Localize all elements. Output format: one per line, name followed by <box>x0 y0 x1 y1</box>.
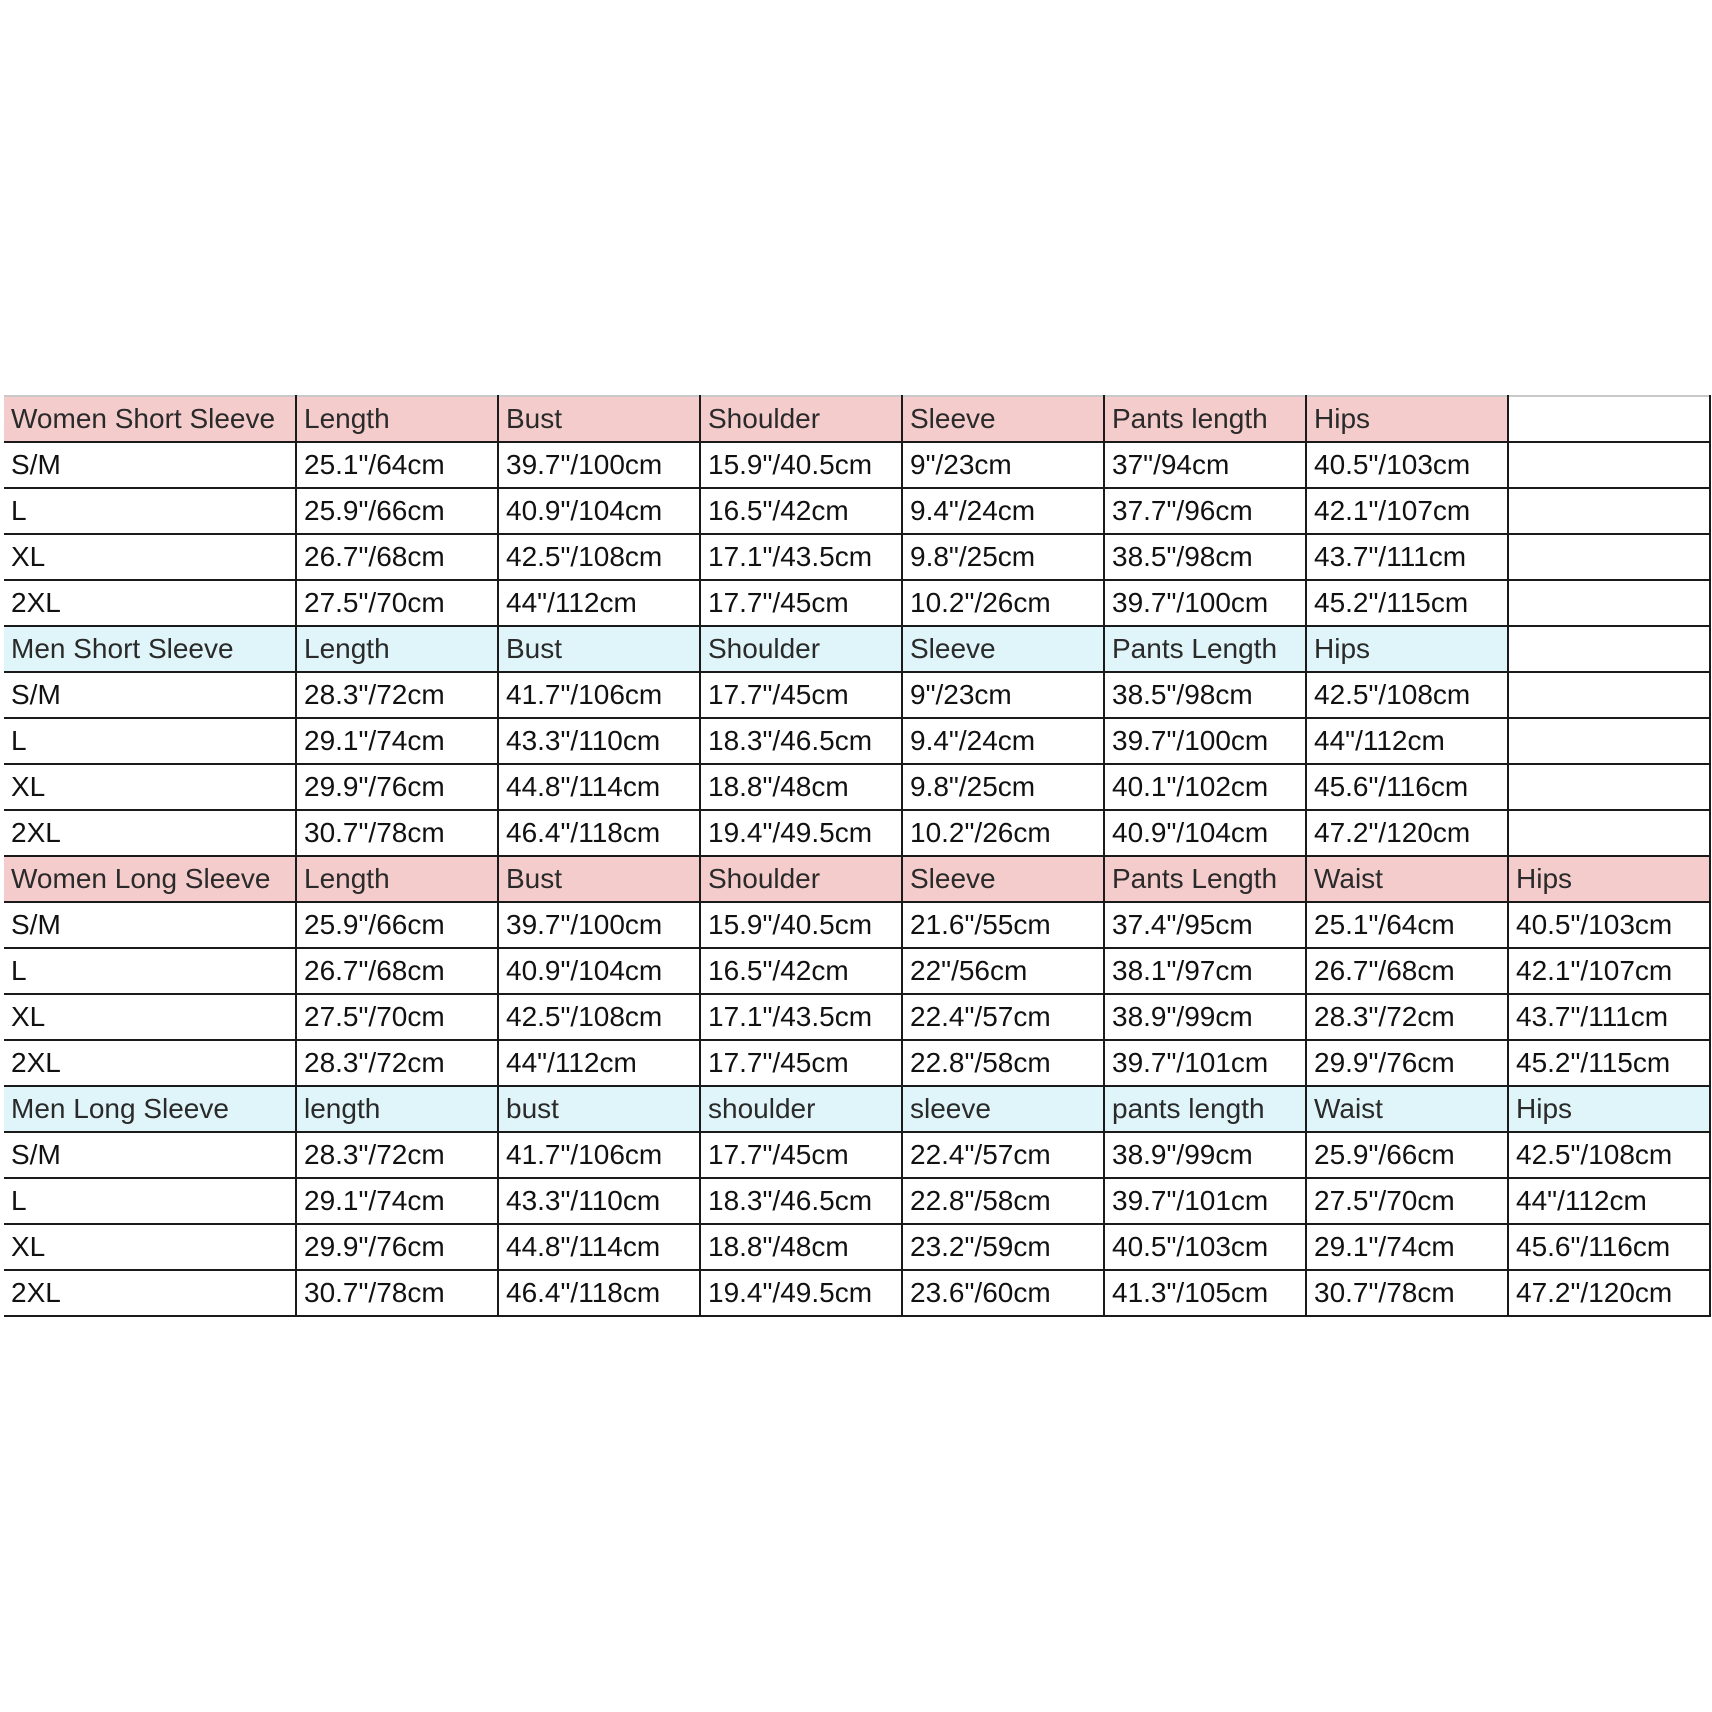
column-header-cell: shoulder <box>700 1086 902 1132</box>
table-row <box>4 902 1710 948</box>
measurement-cell: 41.7"/106cm <box>498 1132 700 1178</box>
measurement-cell: 15.9"/40.5cm <box>700 902 902 948</box>
measurement-cell: 9.4"/24cm <box>902 488 1104 534</box>
measurement-cell: 37.4"/95cm <box>1104 902 1306 948</box>
section-header-row <box>4 1086 1710 1132</box>
column-header-cell: Hips <box>1306 626 1508 672</box>
measurement-cell: 18.8"/48cm <box>700 1224 902 1270</box>
size-label-cell: S/M <box>4 1132 296 1178</box>
measurement-cell <box>1508 672 1710 718</box>
table-row <box>4 718 1710 764</box>
measurement-cell: 45.2"/115cm <box>1508 1040 1710 1086</box>
measurement-cell: 19.4"/49.5cm <box>700 810 902 856</box>
measurement-cell: 25.1"/64cm <box>1306 902 1508 948</box>
measurement-cell: 29.9"/76cm <box>1306 1040 1508 1086</box>
column-header-cell: length <box>296 1086 498 1132</box>
measurement-cell: 9"/23cm <box>902 672 1104 718</box>
size-chart-table <box>4 395 1711 1317</box>
measurement-cell: 22.4"/57cm <box>902 994 1104 1040</box>
measurement-cell: 26.7"/68cm <box>296 534 498 580</box>
measurement-cell: 47.2"/120cm <box>1306 810 1508 856</box>
measurement-cell <box>1508 442 1710 488</box>
measurement-cell: 28.3"/72cm <box>296 1040 498 1086</box>
measurement-cell: 29.9"/76cm <box>296 1224 498 1270</box>
measurement-cell: 10.2"/26cm <box>902 810 1104 856</box>
table-row <box>4 1132 1710 1178</box>
size-label-cell: S/M <box>4 902 296 948</box>
measurement-cell: 30.7"/78cm <box>296 1270 498 1316</box>
column-header-cell: Bust <box>498 396 700 442</box>
measurement-cell: 39.7"/100cm <box>498 902 700 948</box>
column-header-cell: Length <box>296 626 498 672</box>
measurement-cell: 22.4"/57cm <box>902 1132 1104 1178</box>
measurement-cell: 18.8"/48cm <box>700 764 902 810</box>
column-header-cell: Shoulder <box>700 396 902 442</box>
section-title-cell: Women Long Sleeve <box>4 856 296 902</box>
column-header-cell: Hips <box>1306 396 1508 442</box>
measurement-cell: 45.6"/116cm <box>1508 1224 1710 1270</box>
measurement-cell: 39.7"/100cm <box>498 442 700 488</box>
size-label-cell: S/M <box>4 442 296 488</box>
measurement-cell: 9.4"/24cm <box>902 718 1104 764</box>
column-header-cell: Pants length <box>1104 396 1306 442</box>
table-row <box>4 764 1710 810</box>
measurement-cell: 25.1"/64cm <box>296 442 498 488</box>
measurement-cell: 47.2"/120cm <box>1508 1270 1710 1316</box>
table-row <box>4 1178 1710 1224</box>
table-row <box>4 534 1710 580</box>
measurement-cell: 25.9"/66cm <box>1306 1132 1508 1178</box>
column-header-cell: Length <box>296 856 498 902</box>
measurement-cell: 44"/112cm <box>498 1040 700 1086</box>
measurement-cell: 40.9"/104cm <box>498 948 700 994</box>
column-header-cell: Hips <box>1508 1086 1710 1132</box>
column-header-cell: Sleeve <box>902 856 1104 902</box>
measurement-cell: 38.9"/99cm <box>1104 994 1306 1040</box>
measurement-cell: 16.5"/42cm <box>700 488 902 534</box>
measurement-cell <box>1508 810 1710 856</box>
measurement-cell: 38.9"/99cm <box>1104 1132 1306 1178</box>
measurement-cell: 39.7"/100cm <box>1104 580 1306 626</box>
measurement-cell: 28.3"/72cm <box>296 1132 498 1178</box>
section-header-row <box>4 856 1710 902</box>
size-chart-body <box>4 396 1710 1316</box>
measurement-cell: 29.1"/74cm <box>1306 1224 1508 1270</box>
measurement-cell: 22.8"/58cm <box>902 1040 1104 1086</box>
measurement-cell: 17.7"/45cm <box>700 1040 902 1086</box>
table-row <box>4 1040 1710 1086</box>
size-label-cell: XL <box>4 1224 296 1270</box>
measurement-cell: 46.4"/118cm <box>498 810 700 856</box>
size-label-cell: 2XL <box>4 580 296 626</box>
measurement-cell: 42.5"/108cm <box>498 994 700 1040</box>
measurement-cell: 10.2"/26cm <box>902 580 1104 626</box>
measurement-cell: 29.1"/74cm <box>296 1178 498 1224</box>
column-header-cell <box>1508 626 1710 672</box>
measurement-cell: 22"/56cm <box>902 948 1104 994</box>
measurement-cell: 39.7"/101cm <box>1104 1040 1306 1086</box>
column-header-cell: Bust <box>498 856 700 902</box>
table-row <box>4 810 1710 856</box>
measurement-cell: 27.5"/70cm <box>1306 1178 1508 1224</box>
measurement-cell: 44.8"/114cm <box>498 1224 700 1270</box>
table-row <box>4 994 1710 1040</box>
measurement-cell: 17.7"/45cm <box>700 1132 902 1178</box>
measurement-cell: 38.5"/98cm <box>1104 672 1306 718</box>
measurement-cell: 28.3"/72cm <box>1306 994 1508 1040</box>
measurement-cell: 23.2"/59cm <box>902 1224 1104 1270</box>
section-title-cell: Women Short Sleeve <box>4 396 296 442</box>
measurement-cell <box>1508 764 1710 810</box>
measurement-cell: 28.3"/72cm <box>296 672 498 718</box>
measurement-cell: 45.6"/116cm <box>1306 764 1508 810</box>
measurement-cell: 30.7"/78cm <box>296 810 498 856</box>
column-header-cell: Shoulder <box>700 856 902 902</box>
table-row <box>4 948 1710 994</box>
table-row <box>4 442 1710 488</box>
section-title-cell: Men Short Sleeve <box>4 626 296 672</box>
measurement-cell: 26.7"/68cm <box>296 948 498 994</box>
measurement-cell: 17.1"/43.5cm <box>700 994 902 1040</box>
measurement-cell: 40.9"/104cm <box>1104 810 1306 856</box>
section-title-cell: Men Long Sleeve <box>4 1086 296 1132</box>
table-row <box>4 488 1710 534</box>
measurement-cell: 40.5"/103cm <box>1306 442 1508 488</box>
measurement-cell: 19.4"/49.5cm <box>700 1270 902 1316</box>
column-header-cell: Hips <box>1508 856 1710 902</box>
column-header-cell: Waist <box>1306 1086 1508 1132</box>
measurement-cell: 29.9"/76cm <box>296 764 498 810</box>
measurement-cell: 17.1"/43.5cm <box>700 534 902 580</box>
size-label-cell: L <box>4 488 296 534</box>
column-header-cell: Pants Length <box>1104 856 1306 902</box>
column-header-cell: Waist <box>1306 856 1508 902</box>
measurement-cell: 9.8"/25cm <box>902 764 1104 810</box>
column-header-cell: sleeve <box>902 1086 1104 1132</box>
measurement-cell: 41.3"/105cm <box>1104 1270 1306 1316</box>
measurement-cell: 9"/23cm <box>902 442 1104 488</box>
measurement-cell: 21.6"/55cm <box>902 902 1104 948</box>
measurement-cell: 30.7"/78cm <box>1306 1270 1508 1316</box>
measurement-cell: 39.7"/101cm <box>1104 1178 1306 1224</box>
size-label-cell: L <box>4 1178 296 1224</box>
measurement-cell: 29.1"/74cm <box>296 718 498 764</box>
size-label-cell: L <box>4 948 296 994</box>
measurement-cell: 18.3"/46.5cm <box>700 1178 902 1224</box>
measurement-cell <box>1508 534 1710 580</box>
table-row <box>4 672 1710 718</box>
size-label-cell: S/M <box>4 672 296 718</box>
measurement-cell: 27.5"/70cm <box>296 994 498 1040</box>
measurement-cell: 42.5"/108cm <box>1508 1132 1710 1178</box>
section-header-row <box>4 396 1710 442</box>
measurement-cell: 16.5"/42cm <box>700 948 902 994</box>
column-header-cell: Pants Length <box>1104 626 1306 672</box>
size-label-cell: 2XL <box>4 810 296 856</box>
section-header-row <box>4 626 1710 672</box>
size-label-cell: 2XL <box>4 1270 296 1316</box>
measurement-cell: 26.7"/68cm <box>1306 948 1508 994</box>
measurement-cell: 37"/94cm <box>1104 442 1306 488</box>
column-header-cell: Shoulder <box>700 626 902 672</box>
measurement-cell: 18.3"/46.5cm <box>700 718 902 764</box>
measurement-cell: 44"/112cm <box>1306 718 1508 764</box>
measurement-cell: 27.5"/70cm <box>296 580 498 626</box>
measurement-cell <box>1508 488 1710 534</box>
table-row <box>4 1224 1710 1270</box>
measurement-cell: 44"/112cm <box>498 580 700 626</box>
column-header-cell: pants length <box>1104 1086 1306 1132</box>
measurement-cell: 25.9"/66cm <box>296 488 498 534</box>
table-row <box>4 580 1710 626</box>
size-label-cell: 2XL <box>4 1040 296 1086</box>
measurement-cell: 9.8"/25cm <box>902 534 1104 580</box>
measurement-cell: 40.1"/102cm <box>1104 764 1306 810</box>
measurement-cell: 42.5"/108cm <box>1306 672 1508 718</box>
size-label-cell: XL <box>4 764 296 810</box>
measurement-cell: 43.7"/111cm <box>1306 534 1508 580</box>
column-header-cell: Sleeve <box>902 396 1104 442</box>
measurement-cell: 40.5"/103cm <box>1104 1224 1306 1270</box>
measurement-cell: 44.8"/114cm <box>498 764 700 810</box>
measurement-cell: 43.3"/110cm <box>498 718 700 764</box>
measurement-cell <box>1508 718 1710 764</box>
column-header-cell: bust <box>498 1086 700 1132</box>
column-header-cell: Length <box>296 396 498 442</box>
measurement-cell: 42.5"/108cm <box>498 534 700 580</box>
measurement-cell: 17.7"/45cm <box>700 672 902 718</box>
measurement-cell: 39.7"/100cm <box>1104 718 1306 764</box>
measurement-cell: 17.7"/45cm <box>700 580 902 626</box>
measurement-cell: 38.1"/97cm <box>1104 948 1306 994</box>
measurement-cell: 46.4"/118cm <box>498 1270 700 1316</box>
column-header-cell: Bust <box>498 626 700 672</box>
measurement-cell: 37.7"/96cm <box>1104 488 1306 534</box>
measurement-cell <box>1508 580 1710 626</box>
measurement-cell: 41.7"/106cm <box>498 672 700 718</box>
measurement-cell: 42.1"/107cm <box>1306 488 1508 534</box>
column-header-cell: Sleeve <box>902 626 1104 672</box>
size-label-cell: L <box>4 718 296 764</box>
measurement-cell: 40.5"/103cm <box>1508 902 1710 948</box>
measurement-cell: 42.1"/107cm <box>1508 948 1710 994</box>
measurement-cell: 44"/112cm <box>1508 1178 1710 1224</box>
size-label-cell: XL <box>4 534 296 580</box>
measurement-cell: 43.7"/111cm <box>1508 994 1710 1040</box>
size-label-cell: XL <box>4 994 296 1040</box>
measurement-cell: 22.8"/58cm <box>902 1178 1104 1224</box>
measurement-cell: 15.9"/40.5cm <box>700 442 902 488</box>
measurement-cell: 45.2"/115cm <box>1306 580 1508 626</box>
column-header-cell <box>1508 396 1710 442</box>
measurement-cell: 23.6"/60cm <box>902 1270 1104 1316</box>
measurement-cell: 43.3"/110cm <box>498 1178 700 1224</box>
measurement-cell: 25.9"/66cm <box>296 902 498 948</box>
table-row <box>4 1270 1710 1316</box>
measurement-cell: 40.9"/104cm <box>498 488 700 534</box>
measurement-cell: 38.5"/98cm <box>1104 534 1306 580</box>
